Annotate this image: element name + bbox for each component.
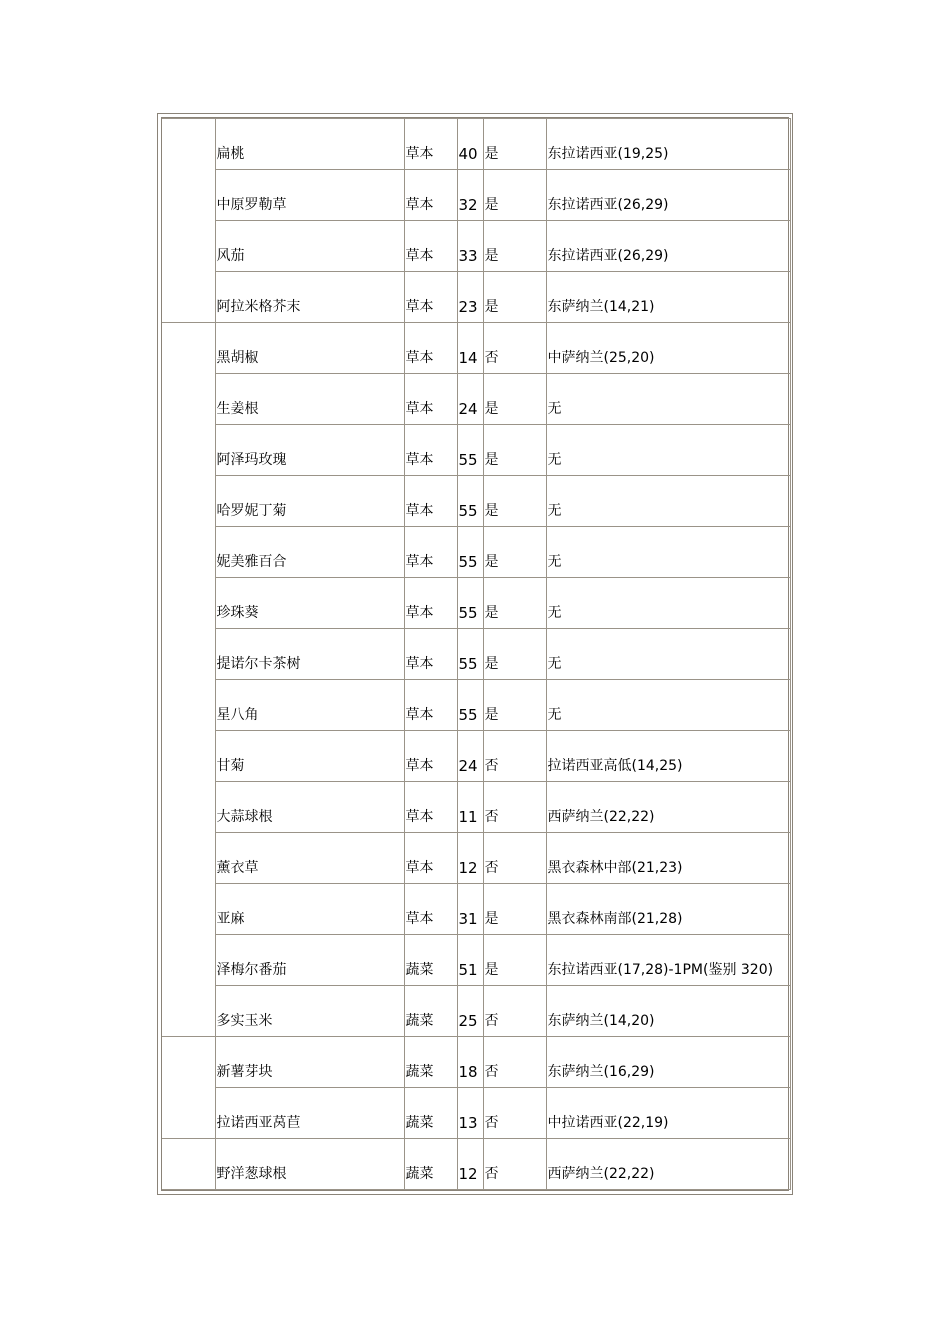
flag-cell (483, 1139, 546, 1190)
flag-cell-text: 否 (484, 1013, 499, 1029)
name-cell (215, 323, 404, 374)
table-row (162, 935, 790, 986)
flag-cell (483, 323, 546, 374)
table-row (162, 119, 790, 170)
type-cell-text: 蔬菜 (405, 962, 434, 978)
flag-cell (483, 1088, 546, 1139)
level-cell-text: 40 (458, 145, 478, 163)
level-cell-text: 31 (458, 910, 478, 928)
location-cell-text: 拉诺西亚高低(14,25) (547, 758, 683, 774)
name-cell (215, 833, 404, 884)
type-cell-text: 草本 (405, 656, 434, 672)
flag-cell (483, 221, 546, 272)
group-cell (162, 119, 215, 323)
name-cell-text: 野洋葱球根 (216, 1166, 287, 1182)
location-cell-text: 无 (547, 656, 562, 672)
type-cell-text: 草本 (405, 758, 434, 774)
level-cell-text: 23 (458, 298, 478, 316)
table-row (162, 1088, 790, 1139)
name-cell (215, 1037, 404, 1088)
type-cell (404, 425, 457, 476)
table-row (162, 629, 790, 680)
name-cell-text: 中原罗勒草 (216, 197, 287, 213)
flag-cell (483, 374, 546, 425)
name-cell (215, 119, 404, 170)
type-cell (404, 476, 457, 527)
flag-cell-text: 是 (484, 656, 499, 672)
location-cell-text: 东拉诺西亚(26,29) (547, 197, 669, 213)
type-cell (404, 935, 457, 986)
table-row (162, 680, 790, 731)
name-cell (215, 884, 404, 935)
type-cell-text: 草本 (405, 146, 434, 162)
name-cell (215, 425, 404, 476)
location-cell-text: 东拉诺西亚(26,29) (547, 248, 669, 264)
name-cell-text: 大蒜球根 (216, 809, 273, 825)
location-cell-text: 黑衣森林南部(21,28) (547, 911, 683, 927)
location-cell-text: 东拉诺西亚(17,28)-1PM(鉴别 320) (547, 962, 774, 978)
flag-cell-text: 是 (484, 911, 499, 927)
name-cell-text: 珍珠葵 (216, 605, 259, 621)
location-cell-text: 无 (547, 401, 562, 417)
flag-cell-text: 否 (484, 809, 499, 825)
type-cell-text: 草本 (405, 860, 434, 876)
flag-cell (483, 476, 546, 527)
name-cell-text: 黑胡椒 (216, 350, 259, 366)
name-cell (215, 986, 404, 1037)
location-cell (546, 323, 790, 374)
flag-cell (483, 1037, 546, 1088)
name-cell-text: 风茄 (216, 248, 245, 264)
name-cell (215, 527, 404, 578)
level-cell (457, 986, 483, 1037)
location-cell-text: 无 (547, 707, 562, 723)
location-cell-text: 东萨纳兰(14,20) (547, 1013, 655, 1029)
location-cell (546, 680, 790, 731)
name-cell (215, 578, 404, 629)
type-cell-text: 草本 (405, 401, 434, 417)
flag-cell (483, 578, 546, 629)
flag-cell (483, 119, 546, 170)
type-cell-text: 蔬菜 (405, 1013, 434, 1029)
location-cell-text: 无 (547, 503, 562, 519)
flag-cell (483, 629, 546, 680)
name-cell-text: 阿泽玛玫瑰 (216, 452, 287, 468)
location-cell (546, 374, 790, 425)
location-cell (546, 884, 790, 935)
location-cell-text: 东萨纳兰(16,29) (547, 1064, 655, 1080)
location-cell (546, 833, 790, 884)
location-cell (546, 425, 790, 476)
name-cell-text: 妮美雅百合 (216, 554, 287, 570)
type-cell-text: 草本 (405, 299, 434, 315)
type-cell (404, 221, 457, 272)
type-cell-text: 草本 (405, 248, 434, 264)
level-cell-text: 25 (458, 1012, 478, 1030)
level-cell (457, 1037, 483, 1088)
name-cell (215, 170, 404, 221)
type-cell (404, 782, 457, 833)
table-row (162, 272, 790, 323)
name-cell-text: 亚麻 (216, 911, 245, 927)
flag-cell-text: 否 (484, 1166, 499, 1182)
location-cell-text: 东萨纳兰(14,21) (547, 299, 655, 315)
level-cell (457, 476, 483, 527)
type-cell-text: 草本 (405, 452, 434, 468)
flag-cell-text: 是 (484, 146, 499, 162)
level-cell (457, 323, 483, 374)
level-cell (457, 221, 483, 272)
table-row (162, 527, 790, 578)
location-cell (546, 629, 790, 680)
name-cell-text: 生姜根 (216, 401, 259, 417)
group-cell (162, 1037, 215, 1139)
flag-cell (483, 833, 546, 884)
type-cell (404, 1037, 457, 1088)
flag-cell (483, 425, 546, 476)
name-cell (215, 680, 404, 731)
table-row (162, 782, 790, 833)
name-cell (215, 1139, 404, 1190)
level-cell-text: 55 (458, 502, 478, 520)
flag-cell (483, 731, 546, 782)
name-cell-text: 薰衣草 (216, 860, 259, 876)
flag-cell-text: 是 (484, 707, 499, 723)
level-cell (457, 425, 483, 476)
type-cell-text: 草本 (405, 554, 434, 570)
type-cell (404, 1088, 457, 1139)
name-cell (215, 476, 404, 527)
type-cell-text: 草本 (405, 911, 434, 927)
flag-cell-text: 否 (484, 1064, 499, 1080)
location-cell (546, 578, 790, 629)
level-cell (457, 731, 483, 782)
table-row (162, 1037, 790, 1088)
flag-cell (483, 272, 546, 323)
name-cell (215, 374, 404, 425)
type-cell-text: 草本 (405, 605, 434, 621)
flag-cell (483, 935, 546, 986)
name-cell-text: 新薯芽块 (216, 1064, 273, 1080)
level-cell (457, 527, 483, 578)
level-cell-text: 55 (458, 451, 478, 469)
level-cell-text: 24 (458, 757, 478, 775)
name-cell-text: 拉诺西亚莴苣 (216, 1115, 301, 1131)
location-cell-text: 西萨纳兰(22,22) (547, 1166, 655, 1182)
name-cell-text: 提诺尔卡茶树 (216, 656, 301, 672)
location-cell (546, 1139, 790, 1190)
level-cell-text: 18 (458, 1063, 478, 1081)
table-row (162, 476, 790, 527)
name-cell (215, 1088, 404, 1139)
type-cell-text: 蔬菜 (405, 1115, 434, 1131)
level-cell-text: 55 (458, 655, 478, 673)
location-cell-text: 无 (547, 554, 562, 570)
location-cell (546, 170, 790, 221)
location-cell (546, 527, 790, 578)
type-cell (404, 884, 457, 935)
level-cell (457, 119, 483, 170)
table-row (162, 170, 790, 221)
location-cell-text: 中萨纳兰(25,20) (547, 350, 655, 366)
flag-cell-text: 是 (484, 248, 499, 264)
location-cell-text: 黑衣森林中部(21,23) (547, 860, 683, 876)
flag-cell (483, 170, 546, 221)
level-cell (457, 782, 483, 833)
level-cell-text: 24 (458, 400, 478, 418)
table-body (162, 119, 790, 1190)
flag-cell-text: 是 (484, 401, 499, 417)
level-cell (457, 1088, 483, 1139)
table-row (162, 221, 790, 272)
flag-cell-text: 是 (484, 452, 499, 468)
name-cell-text: 多实玉米 (216, 1013, 273, 1029)
location-cell (546, 782, 790, 833)
type-cell-text: 草本 (405, 809, 434, 825)
name-cell-text: 泽梅尔番茄 (216, 962, 287, 978)
level-cell-text: 12 (458, 859, 478, 877)
location-cell-text: 西萨纳兰(22,22) (547, 809, 655, 825)
flag-cell (483, 986, 546, 1037)
type-cell-text: 蔬菜 (405, 1064, 434, 1080)
flag-cell-text: 是 (484, 605, 499, 621)
level-cell-text: 55 (458, 706, 478, 724)
level-cell-text: 55 (458, 553, 478, 571)
flag-cell-text: 是 (484, 962, 499, 978)
location-cell-text: 无 (547, 452, 562, 468)
name-cell (215, 935, 404, 986)
type-cell (404, 680, 457, 731)
level-cell-text: 11 (458, 808, 478, 826)
table-row (162, 986, 790, 1037)
level-cell (457, 374, 483, 425)
flag-cell-text: 是 (484, 503, 499, 519)
flag-cell (483, 782, 546, 833)
location-cell (546, 1037, 790, 1088)
level-cell (457, 578, 483, 629)
flag-cell-text: 否 (484, 350, 499, 366)
location-cell (546, 476, 790, 527)
type-cell (404, 731, 457, 782)
type-cell (404, 986, 457, 1037)
level-cell (457, 272, 483, 323)
name-cell (215, 629, 404, 680)
type-cell (404, 119, 457, 170)
group-cell (162, 1139, 215, 1190)
flag-cell-text: 是 (484, 197, 499, 213)
location-cell (546, 935, 790, 986)
level-cell (457, 884, 483, 935)
name-cell (215, 782, 404, 833)
level-cell (457, 170, 483, 221)
level-cell-text: 32 (458, 196, 478, 214)
level-cell (457, 935, 483, 986)
level-cell-text: 33 (458, 247, 478, 265)
name-cell-text: 扁桃 (216, 146, 245, 162)
type-cell-text: 草本 (405, 707, 434, 723)
name-cell (215, 731, 404, 782)
type-cell-text: 草本 (405, 503, 434, 519)
flag-cell (483, 680, 546, 731)
flag-cell (483, 884, 546, 935)
table-row (162, 578, 790, 629)
location-cell (546, 1088, 790, 1139)
name-cell-text: 哈罗妮丁菊 (216, 503, 287, 519)
location-cell-text: 中拉诺西亚(22,19) (547, 1115, 669, 1131)
level-cell-text: 13 (458, 1114, 478, 1132)
type-cell (404, 578, 457, 629)
level-cell (457, 629, 483, 680)
type-cell (404, 170, 457, 221)
table-row (162, 1139, 790, 1190)
table-row (162, 884, 790, 935)
table-row (162, 731, 790, 782)
type-cell (404, 374, 457, 425)
level-cell (457, 833, 483, 884)
type-cell (404, 629, 457, 680)
level-cell-text: 12 (458, 1165, 478, 1183)
flag-cell-text: 是 (484, 299, 499, 315)
table-inner-border (161, 117, 789, 1191)
group-cell (162, 323, 215, 1037)
location-cell (546, 986, 790, 1037)
location-cell (546, 272, 790, 323)
location-cell-text: 无 (547, 605, 562, 621)
location-cell-text: 东拉诺西亚(19,25) (547, 146, 669, 162)
level-cell (457, 1139, 483, 1190)
table-row (162, 323, 790, 374)
flag-cell-text: 否 (484, 1115, 499, 1131)
name-cell-text: 阿拉米格芥末 (216, 299, 301, 315)
table-row (162, 425, 790, 476)
type-cell (404, 833, 457, 884)
flag-cell-text: 是 (484, 554, 499, 570)
level-cell-text: 51 (458, 961, 478, 979)
type-cell (404, 1139, 457, 1190)
location-cell (546, 221, 790, 272)
resource-table (162, 118, 791, 1190)
flag-cell (483, 527, 546, 578)
flag-cell-text: 否 (484, 758, 499, 774)
type-cell-text: 草本 (405, 197, 434, 213)
type-cell (404, 527, 457, 578)
table-row (162, 833, 790, 884)
table-row (162, 374, 790, 425)
level-cell (457, 680, 483, 731)
name-cell (215, 221, 404, 272)
table-frame (157, 113, 793, 1195)
type-cell-text: 草本 (405, 350, 434, 366)
location-cell (546, 731, 790, 782)
type-cell (404, 323, 457, 374)
location-cell (546, 119, 790, 170)
name-cell-text: 甘菊 (216, 758, 245, 774)
type-cell-text: 蔬菜 (405, 1166, 434, 1182)
type-cell (404, 272, 457, 323)
level-cell-text: 14 (458, 349, 478, 367)
name-cell-text: 星八角 (216, 707, 259, 723)
name-cell (215, 272, 404, 323)
flag-cell-text: 否 (484, 860, 499, 876)
level-cell-text: 55 (458, 604, 478, 622)
